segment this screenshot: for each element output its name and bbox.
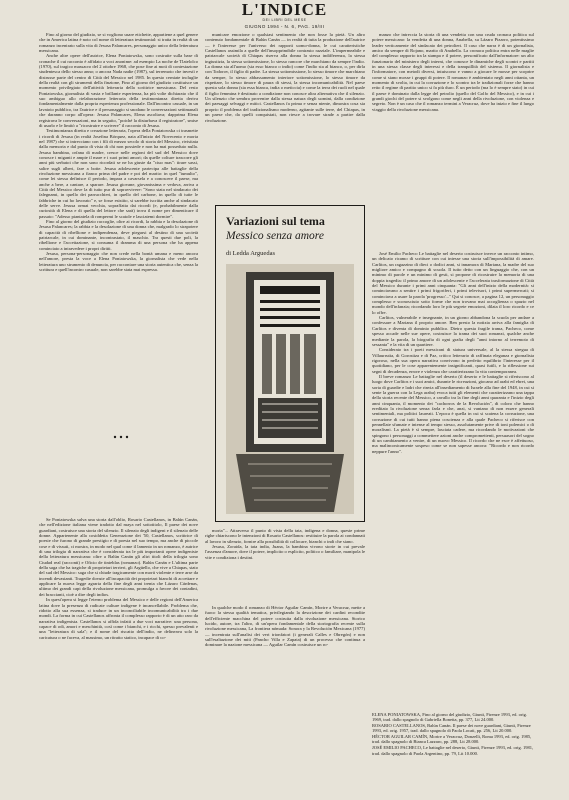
column-middle-lower <box>205 528 365 593</box>
paragraph: Considerato tra i poeti messicani di statura universale, al la stessa stregua di Villaurrutia, di Gorostiza e di Paz, critico letterario di raffinata eleganza e giornalista rigoroso, nella sua opera narrativa convivono in perfetto equilibrio l'interesse per il quotidiano, per le cose apparentemente insignificanti, quasi futili, e la riflessione sui segni di decadenza, errore e violenza che caratterizzano la vita contemporanea. <box>372 347 534 374</box>
credit-entry: HÉCTOR AGUILAR CAMÍN, Morire a Veracruz, Donzelli, Roma 1993, ed. orig. 1985, trad. dallo spagnolo di Bianca Lazzaro, pp. 288, Lit 28.000. <box>372 734 532 745</box>
credit-entry: JOSÉ EMILIO PACHECO, Le battaglie nel deserto, Giunti, Firenze 1993, ed. orig. 1981, trad. dallo spagnolo di Paola Argentino, pp. 79, Lit 10.000. <box>372 745 534 756</box>
paragraph: Il breve romanzo Le battaglie nel deserto (il deserto e le battaglie si riferiscono al luogo dove Carlitos e i suoi amici, durante le ricreazioni, giocano ad arabi ed ebrei, una sorta di guardie e ladri che rinvia all'insediamento di Israele alla fine del 1948, in cui si sente la guerra con la Lega araba) evoca tutti gli elementi che caratterizzano una tappa della storia recente del Messico, a cavallo tra la fine degli anni quaranta e l'inizio degli anni cinquanta, il momento dei "cachorros de la Revolución", di coloro che hanno ereditato la rivoluzione senza farla e che, anzi, si vantano di non essere generali sentimentali, ma politici laureati. L'epoca è quella in cui si scatena la corruzione, una corruzione di cui tutti hanno piena coscienza e alla quale Pacheco si riferisce con pennellate sfumate e intense al tempo stesso, assolutamente prive di toni polemici o di moralismi. La pietà è sì sempre, lasciata cadere, ma ricordando le motivazioni che spingono i personaggi a commettere azioni anche compromettenti, persuasori del sogno di un cambiamento a venire, di un nuovo Messico. Il ricordo che ne esce è affettuoso, ma malinconicamente sospeso come se non sapesse ancora: "Ricordo e non ricordo neppure l'anno". <box>372 373 534 454</box>
credit-entry: ROSARIO CASTELLANOS, Balún Canán. Il paese dei nove guardiani, Giunti, Firenze 1993, ed. orig. 1957, trad. dallo spagnolo di Paola Locati, pp. 256, Lit 20.000. <box>372 723 531 734</box>
column-middle-bottom <box>205 605 365 797</box>
paragraph: Jesusa, Zoraida, la tata india, Juana, la bambina vivono storie in cui prevale l'assenza d'amore, dove il potere, implicito o esplicito, politico o familiare, manipola le vite e condiziona i destini. <box>205 544 365 560</box>
feature-author: di Ledda Arguedas <box>226 250 275 257</box>
paragraph: Carlitos, vulnerabile e insegnante, in un giorno abbandona la scuola per andare a confessare a Mariana il proprio amore. Ben presto la notizia arriva alla famiglia di Carlitos e diventa di dominio pubblico. Dietro questa fragile trama, Pacheco, come spesso accade nelle sue opere, costruisce la trama dei suoi romanzi, qualche anche mediante la parola, la biografia di ogni grafia degli "anni intorno al terremoto di sessanta" e la vita di un quartiere. <box>372 315 534 347</box>
paragraph: Anche altre opere dell'autrice, Elena Poniatowska, sono costruite sulla base di cronache il cui racconto è affidato a voci anonime: ad esempio La noche de Tlatelolco (1970), sul tragico massacro del 2 ottobre 1968, che pose fine ai moti di contestazione studentesca dello stesso anno; o ancora Nada nadie (1987), sul terremoto che investì e distrusse parte del centro di Città del Messico nel 1985. In questo cerniate incluglie della realtà con gli strumenti della finzione, Fino al giorno del giudizio costituisce un momento privilegiato dell'attività letteraria della scrittrice messicana. Del resto Poniatowska, giornalista di vasta e brillante esperienza, ha più volte dichiarato che il suo ambiguo allo rielaborazione letteraria della testimonianza diretta deriva fondamentalmente dalla propria esperienza professionale. Dall'incontro casuale, in un lavatoio pubblico, tra l'autrice e il personaggio si snodano le conversazioni settimanali che daranno corpo all'opera: Jesusa Palancares, Elena ascoltava; dapprima Elena registrava le conversazioni, ma in seguito, "poiché la disturbava il registratore", smise di usarlo e le limitò a "ricostruire e scrivere" il racconto di Jesusa. <box>39 53 198 128</box>
feature-subtitle: Messico senza amore <box>226 230 324 242</box>
masthead-logo: L'INDICE <box>241 0 328 19</box>
paragraph: José Emilio Pacheco Le battaglie nel deserto costruisce invece un racconto intimo, un delicato ricamo di scritture con cui intesse una storia sull'impossibilità di amare. Carlitos, un ragazzino di dieci o dodici anni, si innamora di Mariana, la madre del suo migliore amico e compagno di scuola. Il tutto detto con un linguaggio che, con un minimo di parole e un minimo di gesti, si propone di ricostruire la memoria di una doppia tragedia: il primo amore di un adolescente e l'accelerata trasformazione di Città del Messico durante i primi anni cinquanta: "Gli anni dell'inizio della modernità: si cominciavano a sentire i primi frigoriferi, i primi televisori, i primi supermercati; si cominciava a usare la parola 'progresso'..." Qui si conosce, a pagina 12, un personaggio complesso e sconosciuto sotto forme che non trovano mai accoglienza o spazio nel mondo dell'infanzia; ricordando loro le più segrete emozioni, dilata il loro ricordo e ce lo offre. <box>372 251 534 315</box>
paragraph: municare emozione o qualsiasi sentimento che non fosse la pietà. Un altro contenuto fondamentale di Balún Canán — in realtà di tutta la produzione dell'autrice — è l'interesse per l'universo dei rapporti uomo-donna, le cui caratteristiche Castellanos assimila a quelle dell'insopprimibile contrasto razziale. L'impermeabile e patriarcale società di Chiapas riserva alla donna la stessa indifferenza, la stessa ingiustizia, la stessa sottomissione, lo stesso rancore che marchiano da sempre l'indio. La donna sta all'uomo (sia esso bianco o indio) come l'indio sta al bianco, o, per dirla con Todorov, il figlio di padre. La stessa sottomissione, lo stesso timore che marchiano da sempre, lo stesso abbassamento interiore sottomissione, lo stesso timore da rispettare, lo stesso timore di paura di stessi, la stessa incomunicabilità. Nel paese questa sola donna (sia essa bianca, india o meticcia) e come la terra dei ruoli nel quale il figlio femmina è destinato a condizione non conosce altra alternativa che il silenzio. Un silenzio che sembra provenire dalla stessa natura degli uomini, dalla condizione dei paesaggi selvaggi e mitici. Castellanos fa prima e senza niente, dimostra cosa sia proprio il problema del tradizionalismo moderno, agitante sulle terre, del Chiapas, in un paese che, da quelli conquistati, non riesce a trovare strade a partire dalla rivoluzione. <box>205 32 365 123</box>
credit-entry: ELENA PONIATOWSKA, Fino al giorno del giudizio, Giunti, Firenze 1993, ed. orig. 1969, trad. dallo spagnolo di Gabriella Bonetta, pp. 377, Lit 24.000. <box>372 712 528 723</box>
paragraph: manzo che intreccia la storia di una vendetta con una cruda cronaca politica sul potere messicano: la vendetta di una donna, Anabella, su Lázaro Pizarro, potentissimo leader verticamente del sindacato dei petrolieri. Il caso che narra è di un giornalista, amico da sempre di Rojano, marito di Anabella. La cronaca politica entra nelle maglie del complesso rapporto tra la stampa e il potere, personificato dall'informatore: un alto funzionario del ministero degli interni, che conosce le dinamiche degli scontri e partiti in una stessa classe degli interessi e della tranquillità del sistema. Il giornalista e l'informatore, con metodi diversi, intuiscono e vanno a giocare le mosse per scoprire come si siano mosse i gruppi di potere. Il romanzo è ambientato negli anni ottanta, un momento di svolta, in cui la corruzione e lo scontro tra le tradizionali forze che hanno retto il regime di partito unico si fa più duro. È un periodo (ma lo è sempre stato) in cui il paese è dominato dalla legge del petrolio (quello del Golfo del Messico), e in cui i grandi giochi del potere si svolgono come negli anni della rivoluzione, con violenza e segreto. Non è un caso che il romanzo termini a Veracruz, dove ha inizio e fine il lungo viaggio della rivoluzione messicana. <box>372 32 534 112</box>
paragraph: moria"... Attraverso il punto di vista della tata, indigena e donna, queste prime righe chiariscono le intenzioni di Rosario Castellanos: restituire la parola ai condannati al lavoro in silenzio, fornire alla possibilità di collocare, bianchi o indi che siano. <box>205 528 365 544</box>
paragraph: Se Poniatowska salva una storia dall'oblio, Rosario Castellanos, in Balún Canán, che nell'edizione italiana viene tradotto dal maya nel sottotitolo, Il paese dei nove guardiani, costruisce una storia del silenzio. Il silenzio degli indigeni e il silenzio delle donne. Appartenente alla cosiddetta Generazione dei '50, Castellanos, scrittrice di poesie che furono di grande prestigio e di poesia nel suo tempo, ma anche di piccole cose e di vissuti, ci mostra, in modo nel qual come il lamento in un romanzo, è autrice di una trilogia di narrativa che è considerata tra le più importanti opere indigeniste della letteratura messicana: oltre a Balún Canán gli altri titoli della trilogia sono Ciudad real (racconti) e Oficio de tinieblas (romanzo). Balún Canán e L'ultima parte della saga che ha tragiche di proprietari terrieri, gli Argüello, che vive a Chiapas, stato del sud del Messico: saga che si chiude tragicamente con morti violente e terre arse da incendi devastanti. Tragedie dovute all'incapacità dei proprietari bianchi di accettare e applicare la nuova legge agraria della fine degli anni trenta che Lázaro Cárdenas, ultimo dei grandi capi della rivoluzione messicana, promulga a favore dei contadini, dei braccianti, cioè a dire degli indios. <box>39 517 198 597</box>
issue-line: GIUGNO 1994 - N. 6, PAG. 19/III <box>244 24 325 29</box>
paragraph: Fino al giorno del giudizio, se si vogliono usare etichette, appartiene a quel genere che in America latina è noto col nome di letteratura testimonial: si tratta in realtà di un romanzo incentrato sulla vita di Jesusa Palancares, personaggio unico della letteratura messicana. <box>39 32 198 54</box>
masthead <box>0 2 569 30</box>
feature-box <box>215 205 365 522</box>
section-ornament <box>80 432 162 443</box>
woodcut-illustration <box>226 264 354 514</box>
feature-title: Variazioni sul tema <box>226 214 325 228</box>
paragraph: Testimonianza diretta e creazione letteraria, l'opera della Poniatowska ci trasmette i ricordi di Jesusa (in realtà Josefina Bórquez, nata all'inizio del Novecento e morta nel 1987) che si intrecciano con i fili di mezzo secolo di storia del Messico, rivisitata dalla memoria e dal punto di vista di chi non possiede e non ha mai posseduto nulla. Jesusa bambina, orfana di madre, cresce nelle regioni del sud del Messico dove conosce i miganti e ampie il mare e i suoi primi amori; da quelle colture trascorre gli anni più serbatoi che non sono ricordati se ne ha giuste da "ciuo mas": tirare sassi, salire sugli alberi, fare a botte. Jesusa adolescente partecipa alle battaglie della rivoluzione messicana a fianco prima del padre e poi del marito: in quel "tumulto", come lei stessa definisce il periodo, impara a cavarsela e a conoscere il paese, ma anche a bere, a cantare, a sparare. Jesusa giovane, giovanissima e vedova, arriva a Città del Messico dove la di tutto pur di sopravvivere: "Sono stata nel sindacato dei falegnami, in quello dei parrucchieri, in quello del carbone, in quello di tutte le fabbriche in cui ho lavorato" e, se fosse esistito, si sarebbe iscritta anche al sindacato delle serve. Jesusa ormai vecchia, sopraffatta dai ricordi (e, probabilmente dalla curiosità di Elena e di quella del lettore che sarà) trova il nome per dimenticare il passato: "Adesso piantatela di rompermi le scatole e lasciatemi dormire". <box>39 128 198 219</box>
column-middle-top <box>205 32 365 192</box>
paragraph: Jesusa, persona-personaggio che non crede nella bontà umana e meno ancora nell'amore, presta la voce a Elena Poniatowska, la giornalista che vede nella letteratura uno strumento di denuncia, per raccontare una storia autentica che, senza la scrittura e quell'incontro casuale, non sarebbe stata mai espressa. <box>39 251 198 273</box>
column-left-bottom <box>39 517 198 797</box>
column-right-top <box>372 32 534 182</box>
masthead-logo-subtitle: DEI LIBRI DEL MESE <box>262 18 307 22</box>
column-right-lower <box>372 251 534 706</box>
paragraph: In quest'opera si legge l'eterno problema del Messico e delle regioni dell'America latina dove la presenza di radicate culture indigene è incancellabile. Problema che, ridotto alla sua essenza, si traduce in un inconciliabile incomunicabilità tra i due mondi. La forma in cui Castellanos affronta il complesso rapporto è di un atto raro da narrativa indigenista. Castellanos si affida infatti a due voci narrative: una persona, capace di odi, amori e meschinità, così come i bianchi, e i ricchi, spesso prevalenti e una "letteratura di sala"; e il nome del riscatto dell'indio, ne delineava solo la caricatura o ne faceva, al massimo, un ritratto statico, incapace di co- <box>39 597 198 640</box>
column-left-top <box>39 32 198 367</box>
paragraph: In qualche modo il romanzo di Héctor Aguilar Camín, Morire a Veracruz, mette a fuoco la stessa qualità tematica, privilegiando la descrizione dei cardini recondite dell'efficiente macchina del potere costruita dalla rivoluzione messicana. Storico lucido, autore, tra l'altro, di un'opera fondamentale della storiografia recente sulla rivoluzione messicana, La frontiera nómada: Sonora y la Revolución Mexicana (1977) — incentrata sull'analisi dei veri trionfatori (i generali Calles e Obregón) e non sull'esaltazione dei miti (Pancho Villa e Zapata) di un processo che continua a dominare la nazione messicana — Aguilar Camín costruisce un ro- <box>205 605 365 648</box>
book-credits <box>372 712 534 756</box>
ornament-icon <box>111 434 131 440</box>
paragraph: Fino al giorno del giudizio raccoglie, oltre ai ricordi, la rabbia e la desolazione di Jesusa Palancares; la rabbia e la desolazione di una donna che, malgrado lo strapotere di capacità di ribellione e indipendenza, deve piegarsi al destino di una società patriarcale, in cui dominante, incontrastato, il maschio. Tra questi due poli, la ribellione e l'accettazione, si consuma il dramma di una persona che ha appena cominciato a intravedere i propri diritti. <box>39 219 198 251</box>
